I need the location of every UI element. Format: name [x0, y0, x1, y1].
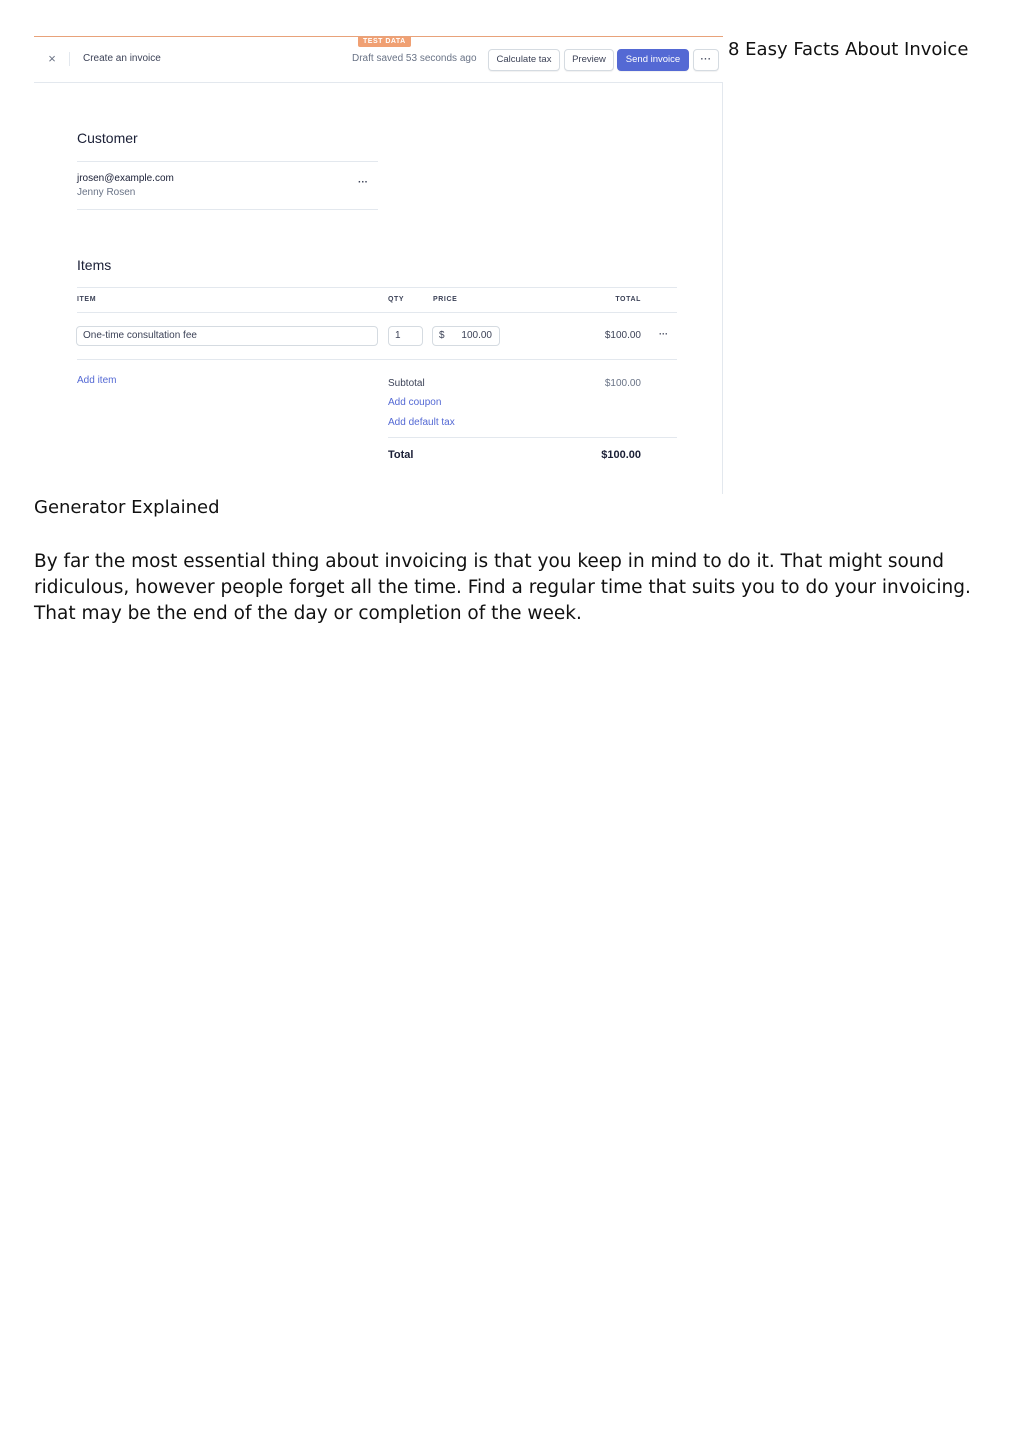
article-subheading: Generator Explained	[34, 497, 220, 518]
quantity-input[interactable]: 1	[388, 326, 423, 346]
column-header-qty: QTY	[388, 296, 405, 303]
total-label: Total	[388, 449, 414, 461]
total-value: $100.00	[601, 449, 641, 461]
panel-border	[722, 82, 723, 494]
items-divider-top	[77, 287, 677, 288]
add-coupon-link[interactable]: Add coupon	[388, 397, 442, 408]
items-header-divider	[77, 312, 677, 313]
item-description-input[interactable]: One-time consultation fee	[76, 326, 378, 346]
calculate-tax-button[interactable]: Calculate tax	[488, 49, 560, 71]
items-section-title: Items	[77, 257, 112, 273]
draft-status: Draft saved 53 seconds ago	[352, 53, 477, 64]
test-data-badge: TEST DATA	[358, 37, 411, 47]
total-divider	[388, 437, 677, 438]
line-total: $100.00	[604, 330, 641, 341]
column-header-price: PRICE	[433, 296, 458, 303]
column-header-item: ITEM	[77, 296, 97, 303]
add-default-tax-link[interactable]: Add default tax	[388, 417, 455, 428]
price-value: 100.00	[461, 330, 492, 341]
more-options-button[interactable]: ···	[693, 49, 719, 71]
header-divider-line	[34, 82, 722, 83]
article-paragraph: By far the most essential thing about invoicing is that you keep in mind to do it. That might sound ridiculous, however people forget all the time. Find a regular time that suits you to do your invoicing. That may be the end of the day or completion of the week.	[34, 551, 971, 624]
preview-button[interactable]: Preview	[564, 49, 614, 71]
customer-name: Jenny Rosen	[77, 187, 136, 198]
customer-divider-top	[77, 161, 378, 162]
send-invoice-button[interactable]: Send invoice	[617, 49, 689, 71]
invoice-screenshot	[34, 36, 723, 494]
items-divider-bottom	[77, 359, 677, 360]
customer-email: jrosen@example.com	[77, 173, 174, 184]
add-item-link[interactable]: Add item	[77, 375, 117, 386]
article-heading: 8 Easy Facts About Invoice	[728, 39, 969, 60]
subtotal-label: Subtotal	[388, 378, 425, 389]
price-input[interactable]	[432, 326, 500, 346]
page-title: Create an invoice	[83, 53, 161, 64]
header-divider	[69, 52, 70, 66]
customer-section-title: Customer	[77, 130, 138, 146]
column-header-total: TOTAL	[615, 296, 641, 303]
subtotal-value: $100.00	[604, 378, 641, 389]
line-item-more-icon[interactable]: ···	[659, 329, 668, 339]
close-icon[interactable]: ×	[48, 51, 56, 66]
currency-symbol: $	[439, 330, 445, 341]
customer-divider-bottom	[77, 209, 378, 210]
customer-more-icon[interactable]: ···	[358, 177, 368, 188]
